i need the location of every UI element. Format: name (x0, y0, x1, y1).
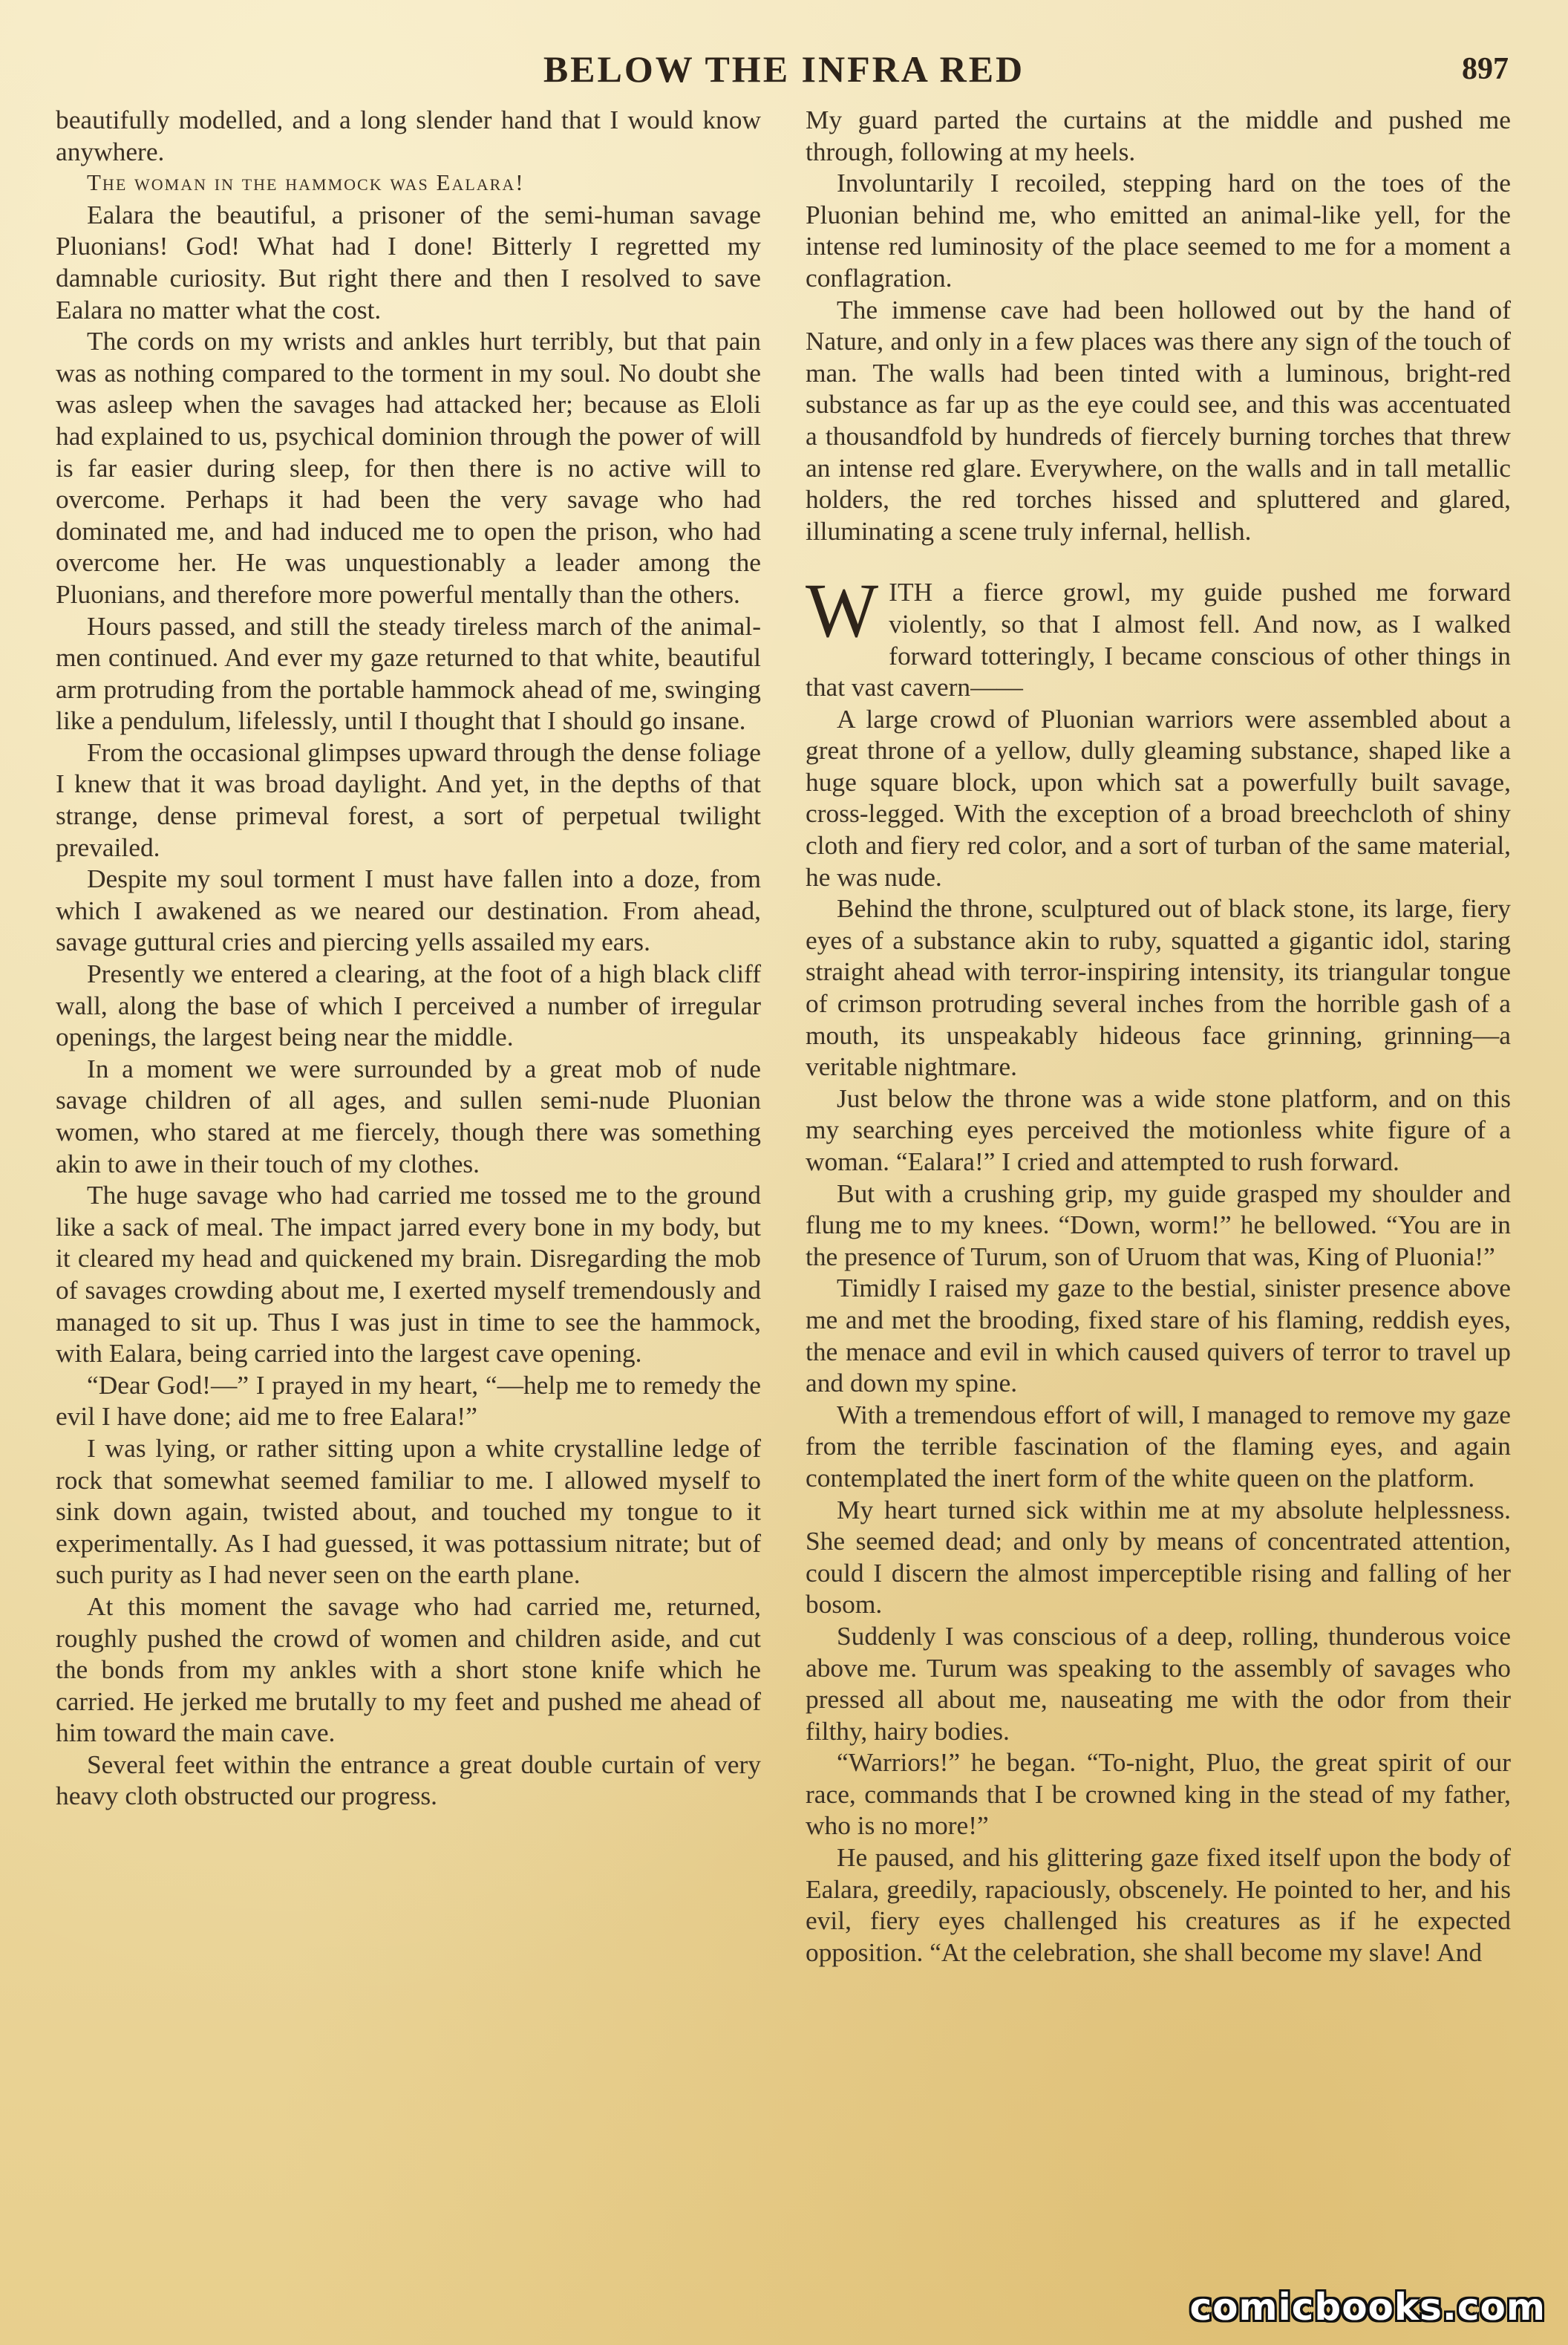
paragraph: Timidly I raised my gaze to the bestial, sinister presence above me and met the brooding, fixed stare of his flaming, reddish eyes, the menace and evil in which caused quivers of terror to travel up and down my spine. (806, 1273, 1511, 1398)
paragraph: Presently we entered a clearing, at the foot of a high black cliff wall, along the base of which I perceived a number of irregular openings, the largest being near the middle. (56, 959, 761, 1052)
drop-cap: W (806, 568, 879, 654)
paragraph: The huge savage who had carried me tossed me to the ground like a sack of meal. The impact jarred every bone in my body, but it cleared my head and quickened my brain. Disregarding the mob of savages crowding about me, I exerted myself tremendously and managed to sit up. Thus I was just in time to see the hammock, with Ealara, being carried into the largest cave opening. (56, 1180, 761, 1369)
right-column (806, 104, 1511, 1968)
paragraph: “Warriors!” he began. “To-night, Pluo, the great spirit of our race, commands that I be crowned king in the stead of my father, who is no more!” (806, 1747, 1511, 1841)
paragraph: With a tremendous effort of will, I managed to remove my gaze from the terrible fascination of the flaming eyes, and again contemplated the inert form of the white queen on the platform. (806, 1399, 1511, 1493)
paragraph: A large crowd of Pluonian warriors were assembled about a great throne of a yellow, dully gleaming substance, shaped like a huge square block, upon which sat a powerfully built savage, cross-legged. With the exception of a broad breechcloth of shiny cloth and fiery red color, and a sort of turban of the same material, he was nude. (806, 703, 1511, 892)
paragraph: “Dear God!—” I prayed in my heart, “—help me to remedy the evil I have done; aid me to free Ealara!” (56, 1369, 761, 1432)
emphasis-line: The woman in the hammock was Ealara! (87, 169, 525, 196)
paragraph: Behind the throne, sculptured out of black stone, its large, fiery eyes of a substance akin to ruby, squatted a gigantic idol, staring straight ahead with terror-inspiring intensity, its triangular tongue of crimson protruding several inches from the horrible gash of a mouth, its unspeakably hideous face grinning, grinning—a veritable nightmare. (806, 893, 1511, 1082)
paragraph: Involuntarily I recoiled, stepping hard on the toes of the Pluonian behind me, who emitted an animal-like yell, for the intense red luminosity of the place seemed to me for a moment a conflagration. (806, 168, 1511, 293)
paragraph: My guard parted the curtains at the middle and pushed me through, following at my heels. (806, 105, 1511, 166)
paragraph: My heart turned sick within me at my absolute helplessness. She seemed dead; and only by means of concentrated attention, could I discern the almost imperceptible rising and falling of her bosom. (806, 1494, 1511, 1620)
paragraph: Despite my soul torment I must have fallen into a doze, from which I awakened as we neared our destination. From ahead, savage guttural cries and piercing yells assailed my ears. (56, 864, 761, 957)
paragraph: But with a crushing grip, my guide grasped my shoulder and flung me to my knees. “Down, worm!” he bellowed. “You are in the presence of Turum, son of Uruom that was, King of Pluonia!” (806, 1178, 1511, 1271)
paragraph: beautifully modelled, and a long slender hand that I would know anywhere. (56, 105, 761, 166)
section-opening-text: ITH a fierce growl, my guide pushed me forward violently, so that I almost fell. And now, as I walked forward totteringly, I became conscious of other things in that vast cavern—— (806, 577, 1511, 702)
paragraph: Ealara the beautiful, a prisoner of the semi-human savage Pluonians! God! What had I done! Bitterly I regretted my damnable curiosity. But right there and then I resolved to save Ealara no matter what the cost. (56, 199, 761, 324)
paragraph: The immense cave had been hollowed out by the hand of Nature, and only in a few places was there any sign of the touch of man. The walls had been tinted with a luminous, bright-red substance as far up as the eye could see, and this was accentuated a thousandfold by hundreds of fiercely burning torches that threw an intense red glare. Everywhere, on the walls and in tall metallic holders, the red torches hissed and spluttered and glared, illuminating a scene truly infernal, hellish. (806, 294, 1511, 546)
paragraph: From the occasional glimpses upward through the dense foliage I knew that it was broad daylight. And yet, in the depths of that strange, dense primeval forest, a sort of perpetual twilight prevailed. (56, 737, 761, 862)
paragraph: Several feet within the entrance a great double curtain of very heavy cloth obstructed our progress. (56, 1749, 761, 1811)
paragraph: He paused, and his glittering gaze fixed itself upon the body of Ealara, greedily, rapaciously, obscenely. He pointed to her, and his evil, fiery eyes challenged his creatures as if he expected opposition. “At the celebration, she shall become my slave! And (806, 1842, 1511, 1967)
paragraph: I was lying, or rather sitting upon a white crystalline ledge of rock that somewhat seemed familiar to me. I allowed myself to sink down again, twisted about, and touched my tongue to it experimentally. As I had guessed, it was pottassium nitrate; but of such purity as I had never seen on the earth plane. (56, 1432, 761, 1590)
section-opening (806, 568, 1511, 702)
left-column (56, 104, 761, 1812)
page-header (0, 43, 1568, 95)
paragraph: Suddenly I was conscious of a deep, rolling, thunderous voice above me. Turum was speaking to the assembly of savages who pressed all about me, nauseating me with the odor from their filthy, hairy bodies. (806, 1620, 1511, 1746)
paragraph: At this moment the savage who had carried me, returned, roughly pushed the crowd of women and children aside, and cut the bonds from my ankles with a short stone knife which he carried. He jerked me brutally to my feet and pushed me ahead of him toward the main cave. (56, 1591, 761, 1748)
paragraph: In a moment we were surrounded by a great mob of nude savage children of all ages, and sullen semi-nude Pluonian women, who stared at me fiercely, though there was something akin to awe in their touch of my clothes. (56, 1053, 761, 1178)
site-watermark: comicbooks.com (1189, 2286, 1546, 2329)
running-title: BELOW THE INFRA RED (543, 48, 1025, 90)
paragraph: Just below the throne was a wide stone platform, and on this my searching eyes perceived the motionless white figure of a woman. “Ealara!” I cried and attempted to rush forward. (806, 1083, 1511, 1176)
page-number: 897 (1462, 52, 1509, 86)
paragraph: The cords on my wrists and ankles hurt terribly, but that pain was as nothing compared to the torment in my soul. No doubt she was asleep when the savages had attacked her; because as Eloli had explained to us, psychical dominion through the power of will is far easier during sleep, for then there is no active will to overcome. Perhaps it had been the very savage who had dominated me, and had induced me to open the prison, who had overcome her. He was unquestionably a leader among the Pluonians, and therefore more powerful mentally than the others. (56, 326, 761, 609)
paragraph: Hours passed, and still the steady tireless march of the animal-men continued. And ever my gaze returned to that white, beautiful arm protruding from the portable hammock ahead of me, swinging like a pendulum, lifelessly, until I thought that I should go insane. (56, 610, 761, 736)
